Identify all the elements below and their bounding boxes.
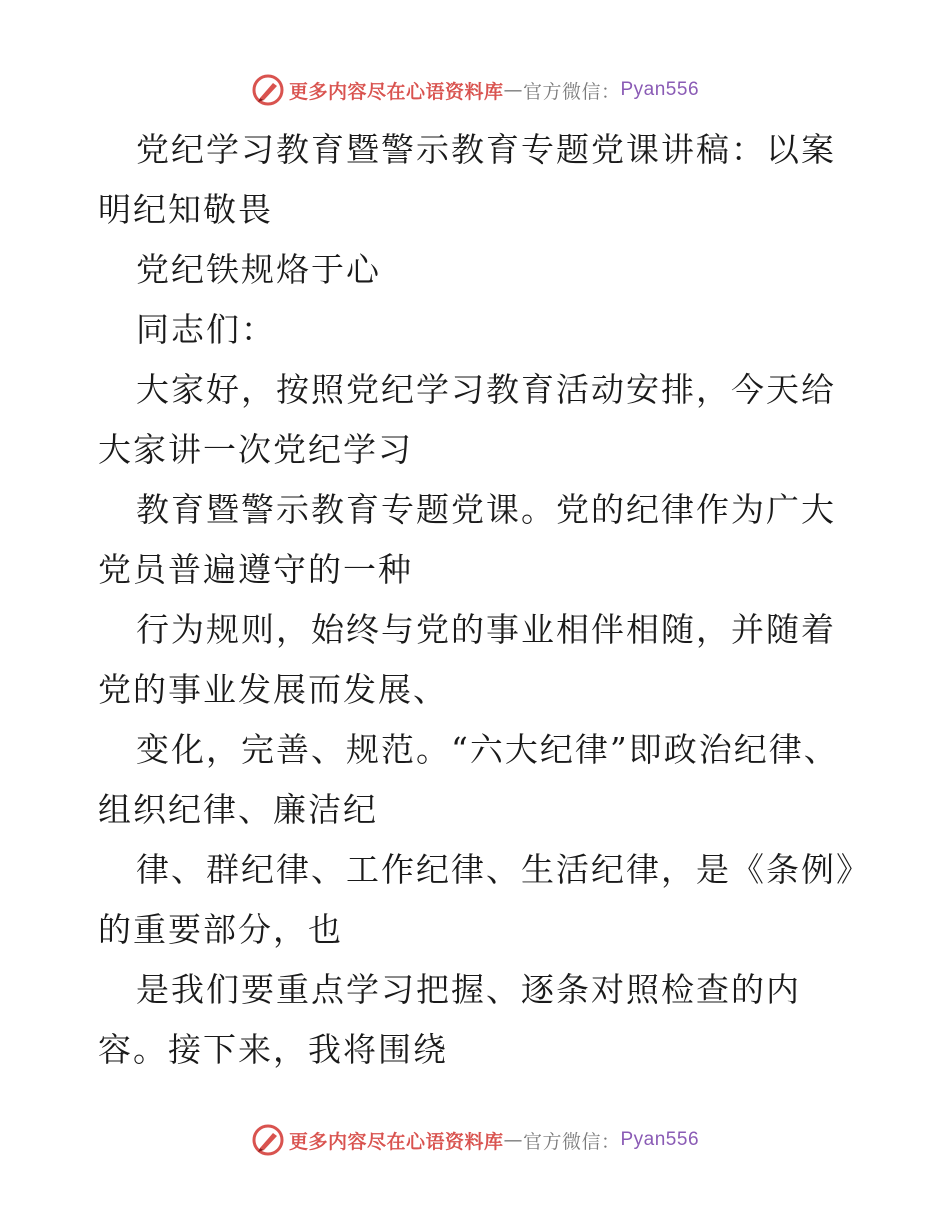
watermark-dash: —	[503, 79, 523, 101]
watermark-dash: —	[503, 1129, 523, 1151]
pen-logo-icon	[251, 1123, 285, 1157]
body-paragraph: 律、群纪律、工作纪律、生活纪律，是《条例》的重要部分，也	[98, 850, 855, 949]
watermark-wechat-id: Pyan556	[620, 1129, 700, 1150]
body-paragraph: 教育暨警示教育专题党课。党的纪律作为广大党员普遍遵守的一种	[98, 490, 836, 589]
footer-watermark	[0, 1120, 950, 1160]
body-paragraph: 变化，完善、规范。“六大纪律”即政治纪律、组织纪律、廉洁纪	[98, 730, 839, 829]
body-paragraph: 大家好，按照党纪学习教育活动安排，今天给大家讲一次党纪学习	[98, 370, 836, 469]
document-title: 党纪学习教育暨警示教育专题党课讲稿：以案明纪知敬畏	[98, 130, 836, 229]
body-paragraph: 是我们要重点学习把握、逐条对照检查的内容。接下来，我将围绕	[98, 970, 801, 1069]
document-subtitle: 党纪铁规烙于心	[136, 250, 381, 289]
watermark-wechat-label: 官方微信：	[522, 80, 621, 103]
body-paragraph: 行为规则，始终与党的事业相伴相随，并随着党的事业发展而发展、	[98, 610, 836, 709]
header-watermark	[0, 70, 950, 110]
watermark-site-name: 更多内容尽在心语资料库	[288, 1130, 504, 1153]
watermark-site-name: 更多内容尽在心语资料库	[288, 80, 504, 103]
watermark-wechat-id: Pyan556	[620, 79, 700, 100]
salutation: 同志们：	[136, 310, 276, 349]
pen-logo-icon	[251, 73, 285, 107]
watermark-wechat-label: 官方微信：	[522, 1130, 621, 1153]
document-body	[98, 120, 858, 1080]
